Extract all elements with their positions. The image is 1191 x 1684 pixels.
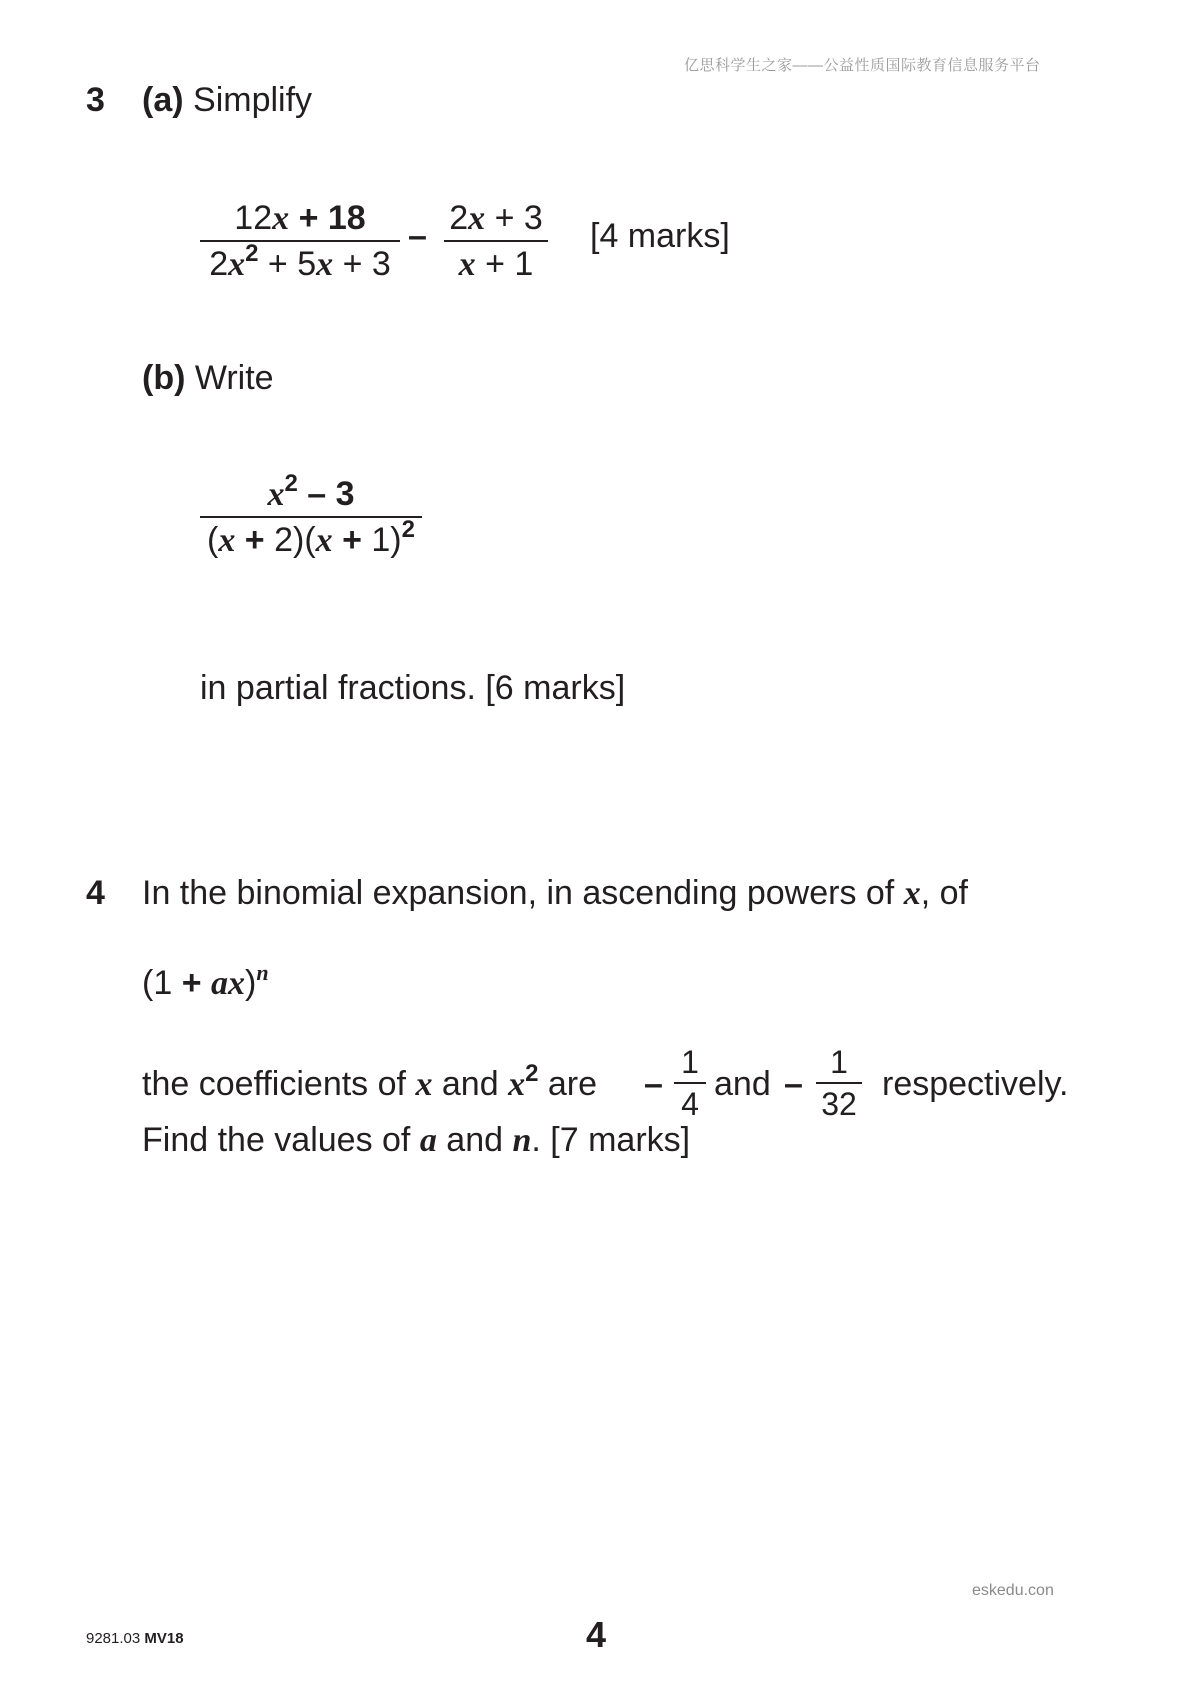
question-3a-heading [142,80,312,120]
and-word: and [714,1065,771,1103]
subtraction-sign: – [408,217,427,255]
fraction-3-bar [200,516,422,518]
question-3b-heading [142,358,274,398]
part-b-tail-text: in partial fractions. [6 marks] [200,669,626,707]
minus-sign-1: – [644,1065,663,1103]
page-number: 4 [586,1614,607,1655]
part-b-label: (b) [142,359,186,397]
question-4-line-4: Find the values of a and n. [7 marks] [142,1121,691,1159]
fraction-2-denominator: x + 1 [458,245,534,283]
binomial-expression: (1 + ax)$^n$ [142,960,269,1002]
question-4-line-3a: the coefficients of x and $x^2$ are [142,1060,598,1103]
question-4-line-1: In the binomial expansion, in ascending powers of x, of [142,874,968,912]
header-watermark: 亿思科学生之家——公益性质国际教育信息服务平台 [684,57,1041,74]
question-4-number: 4 [86,874,105,912]
minus-sign-2: – [784,1065,803,1103]
part-a-marks: [4 marks] [590,217,730,255]
fraction-32nd-bar [816,1082,862,1084]
fraction-1-numerator: 12x + 18 [234,199,366,237]
part-b-instruction: Write [194,359,274,397]
fraction-1-bar [200,240,400,242]
footer-paper-code: 9281.03 MV18 [86,1630,184,1647]
fraction-3-numerator: $x^2 - 3$ [267,470,355,513]
fraction-3-denominator: $(x + 2)(x + 1)^2$ [207,516,415,559]
fraction-2-numerator: 2x + 3 [449,199,543,237]
fraction-quarter-denominator: 4 [681,1086,699,1122]
question-3-number: 3 [86,81,105,119]
fraction-quarter-numerator: 1 [681,1044,699,1080]
fraction-32nd-denominator: 32 [821,1086,857,1122]
fraction-quarter-bar [674,1082,706,1084]
fraction-1-denominator: $2x^2 + 5x + 3$ [209,240,391,283]
respectively-word: respectively. [882,1065,1069,1103]
part-a-label: (a) [142,81,184,119]
footer-site: eskedu.con [972,1582,1054,1599]
fraction-32nd-numerator: 1 [830,1044,848,1080]
part-a-instruction: Simplify [193,81,313,119]
fraction-2-bar [444,240,548,242]
